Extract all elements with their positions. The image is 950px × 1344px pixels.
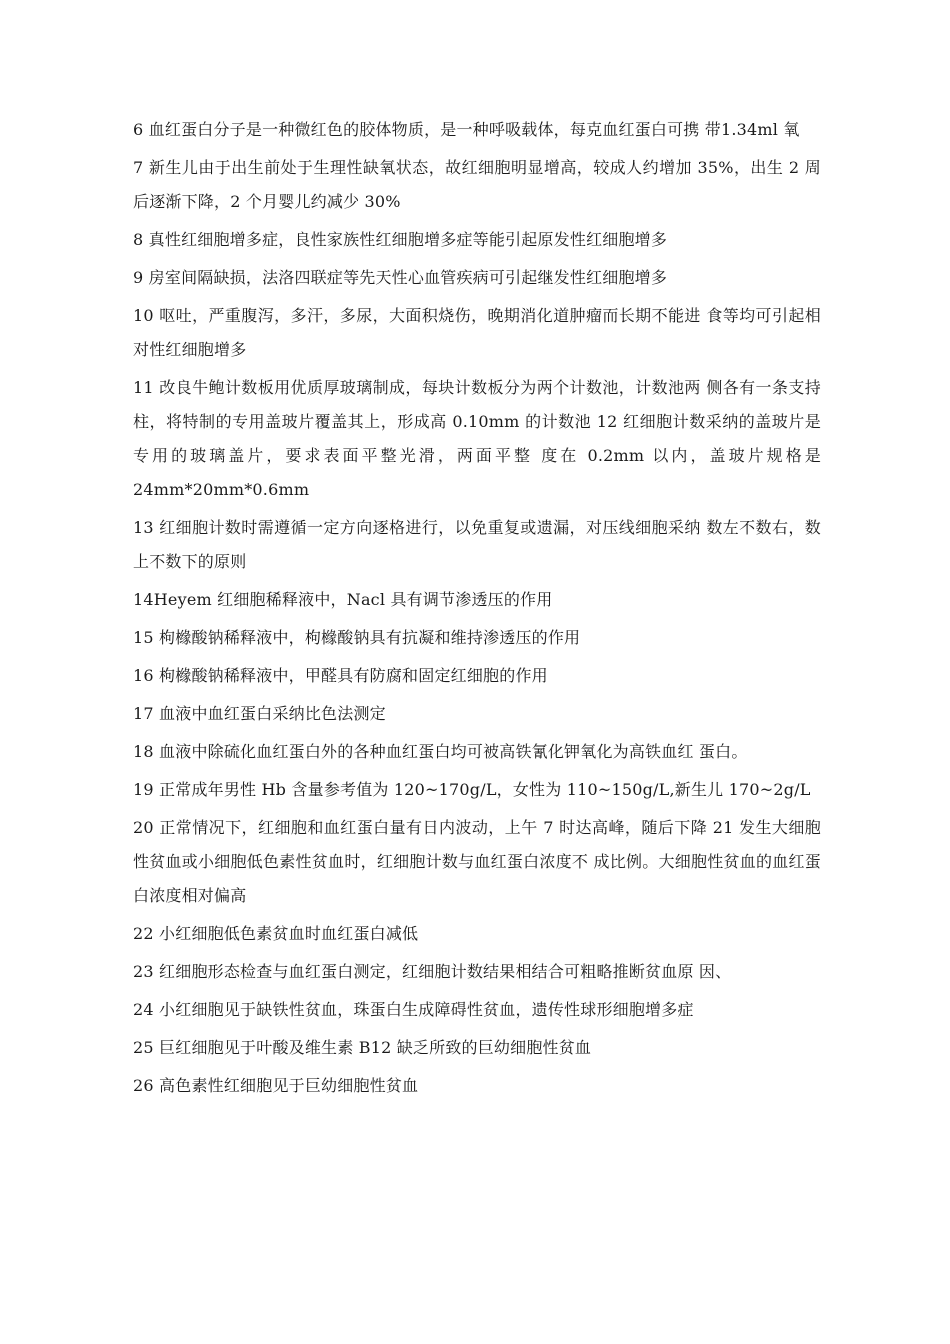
paragraph-8: 8 真性红细胞增多症，良性家族性红细胞增多症等能引起原发性红细胞增多 bbox=[133, 230, 668, 249]
paragraph-17: 17 血液中血红蛋白采纳比色法测定 bbox=[133, 704, 386, 723]
paragraph-19: 19 正常成年男性 Hb 含量参考值为 120~170g/L，女性为 110~150g/L,新生儿 170~2g/L bbox=[133, 780, 811, 799]
paragraph-13: 13 红细胞计数时需遵循一定方向逐格进行，以免重复或遗漏，对压线细胞采纳 数左不数右，数上不数下的原则 bbox=[133, 518, 821, 571]
paragraph-15: 15 枸橼酸钠稀释液中，枸橼酸钠具有抗凝和维持渗透压的作用 bbox=[133, 628, 581, 647]
paragraph-26: 26 高色素性红细胞见于巨幼细胞性贫血 bbox=[133, 1076, 419, 1095]
paragraph-11-12: 11 改良牛鲍计数板用优质厚玻璃制成，每块计数板分为两个计数池，计数池两 侧各有一条支持柱，将特制的专用盖玻片覆盖其上，形成高 0.10mm 的计数池 12 红细胞计数采纳的盖玻片是专用的玻璃盖片，要求表面平整光滑，两面平整 度在 0.2mm 以内，盖玻片规格是 24mm*20mm*0.6mm bbox=[133, 378, 821, 499]
paragraph-25: 25 巨红细胞见于叶酸及维生素 B12 缺乏所致的巨幼细胞性贫血 bbox=[133, 1038, 592, 1057]
paragraph-6: 6 血红蛋白分子是一种微红色的胶体物质，是一种呼吸载体，每克血红蛋白可携 带1.34ml 氧 bbox=[133, 120, 800, 139]
paragraph-14: 14Heyem 红细胞稀释液中，Nacl 具有调节渗透压的作用 bbox=[133, 590, 553, 609]
paragraph-18: 18 血液中除硫化血红蛋白外的各种血红蛋白均可被高铁氰化钾氧化为高铁血红 蛋白。 bbox=[133, 742, 748, 761]
paragraph-9: 9 房室间隔缺损，法洛四联症等先天性心血管疾病可引起继发性红细胞增多 bbox=[133, 268, 668, 287]
paragraph-16: 16 枸橼酸钠稀释液中，甲醛具有防腐和固定红细胞的作用 bbox=[133, 666, 548, 685]
paragraph-20-21: 20 正常情况下，红细胞和血红蛋白量有日内波动，上午 7 时达高峰，随后下降 21 发生大细胞性贫血或小细胞低色素性贫血时，红细胞计数与血红蛋白浓度不 成比例。大细胞性贫血的血红蛋白浓度相对偏高 bbox=[133, 818, 821, 905]
paragraph-23: 23 红细胞形态检查与血红蛋白测定，红细胞计数结果相结合可粗略推断贫血原 因、 bbox=[133, 962, 732, 981]
document-body bbox=[133, 113, 821, 1107]
paragraph-7: 7 新生儿由于出生前处于生理性缺氧状态，故红细胞明显增高，较成人约增加 35%，出生 2 周后逐渐下降，2 个月婴儿约减少 30% bbox=[133, 158, 821, 211]
paragraph-22: 22 小红细胞低色素贫血时血红蛋白减低 bbox=[133, 924, 419, 943]
paragraph-24: 24 小红细胞见于缺铁性贫血，珠蛋白生成障碍性贫血，遗传性球形细胞增多症 bbox=[133, 1000, 694, 1019]
paragraph-10: 10 呕吐，严重腹泻，多汗，多尿，大面积烧伤，晚期消化道肿瘤而长期不能进 食等均可引起相对性红细胞增多 bbox=[133, 306, 821, 359]
